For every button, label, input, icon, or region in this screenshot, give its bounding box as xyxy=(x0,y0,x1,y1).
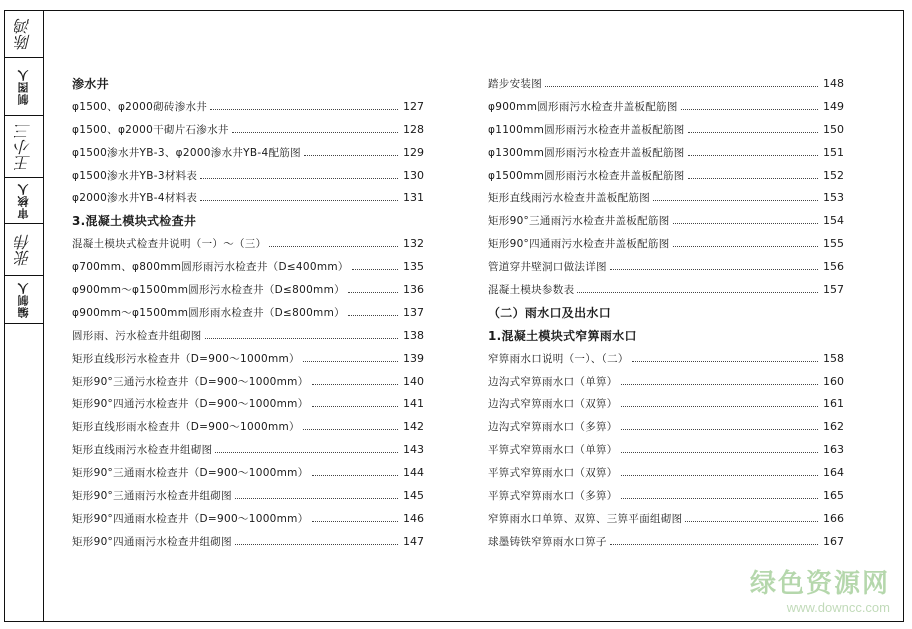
compiler-label: 编制人 xyxy=(16,281,30,318)
reviewer-label: 审核人 xyxy=(16,182,30,219)
toc-entry-title: φ1500、φ2000干砌片石渗水井 xyxy=(72,123,229,136)
dot-leader xyxy=(200,178,398,179)
dot-leader xyxy=(235,498,398,499)
toc-entry[interactable] xyxy=(488,484,844,507)
toc-entry-title: φ1300mm圆形雨污水检查井盖板配筋图 xyxy=(488,146,685,159)
toc-entry[interactable] xyxy=(488,186,844,209)
toc-page-number: 131 xyxy=(403,191,424,205)
dot-leader xyxy=(621,452,818,453)
toc-entry-title: 圆形雨、污水检查井组砌图 xyxy=(72,329,202,342)
toc-entry[interactable] xyxy=(488,278,844,301)
dot-leader xyxy=(200,200,398,201)
dot-leader xyxy=(348,292,398,293)
toc-entry[interactable] xyxy=(488,95,844,118)
toc-page-number: 130 xyxy=(403,168,424,182)
toc-entry-title: 1.混凝土模块式窄箅雨水口 xyxy=(488,328,637,343)
toc-page-number: 152 xyxy=(823,168,844,182)
handwritten-signature: 陈鸿 xyxy=(14,17,33,50)
toc-page-number: 161 xyxy=(823,397,844,411)
toc-entry-title: 矩形90°三通污水检查井（D=900～1000mm） xyxy=(72,375,309,388)
label-cell xyxy=(4,276,43,324)
dot-leader xyxy=(312,384,398,385)
toc-page-number: 151 xyxy=(823,145,844,159)
toc-entry-title: 窄箅雨水口单箅、双箅、三箅平面组砌图 xyxy=(488,512,683,525)
dot-leader xyxy=(688,132,818,133)
toc-page-number: 156 xyxy=(823,260,844,274)
dot-leader xyxy=(621,384,818,385)
toc-entry[interactable] xyxy=(72,438,424,461)
watermark-title: 绿色资源网 xyxy=(749,569,890,599)
toc-entry-title: 平箅式窄箅雨水口（多箅） xyxy=(488,489,618,502)
toc-entry-title: 矩形90°四通污水检查井（D=900～1000mm） xyxy=(72,398,309,411)
toc-entry-title: 窄箅雨水口说明（一）、（二） xyxy=(488,352,629,365)
toc-entry[interactable] xyxy=(488,164,844,187)
signature-cell xyxy=(4,116,43,178)
dot-leader xyxy=(621,429,818,430)
toc-entry[interactable] xyxy=(488,72,844,95)
toc-page-number: 132 xyxy=(403,237,424,251)
toc-entry-title: φ900mm～φ1500mm圆形雨水检查井（D≤800mm） xyxy=(72,306,345,319)
toc-entry-title: 矩形90°四通雨水检查井（D=900～1000mm） xyxy=(72,512,309,525)
toc-entry-title: φ1500渗水井YB-3、φ2000渗水井YB-4配筋图 xyxy=(72,146,301,159)
toc-page-number: 155 xyxy=(823,237,844,251)
toc-page-number: 157 xyxy=(823,282,844,296)
toc-page-number: 128 xyxy=(403,122,424,136)
toc-entry-title: 矩形90°四通雨污水检查井盖板配筋图 xyxy=(488,238,670,251)
toc-entry-title: 矩形直线雨污水检查井组砌图 xyxy=(72,444,213,457)
toc-page-number: 135 xyxy=(403,260,424,274)
toc-entry[interactable] xyxy=(72,255,424,278)
toc-entry-title: 3.混凝土模块式检查井 xyxy=(72,214,197,229)
dot-leader xyxy=(348,315,398,316)
toc-right-column xyxy=(488,72,844,553)
toc-entry-title: 矩形直线形污水检查井（D=900～1000mm） xyxy=(72,352,300,365)
toc-page-number: 160 xyxy=(823,374,844,388)
toc-entry-title: φ1100mm圆形雨污水检查井盖板配筋图 xyxy=(488,123,685,136)
toc-page-number: 167 xyxy=(823,534,844,548)
toc-page-number: 158 xyxy=(823,351,844,365)
toc-entry[interactable] xyxy=(72,278,424,301)
toc-entry-title: 矩形90°三通雨水检查井（D=900～1000mm） xyxy=(72,467,309,480)
toc-entry-title: 矩形90°四通雨污水检查井组砌图 xyxy=(72,535,232,548)
toc-page-number: 166 xyxy=(823,511,844,525)
toc-page-number: 139 xyxy=(403,351,424,365)
toc-entry[interactable] xyxy=(72,530,424,553)
dot-leader xyxy=(577,292,818,293)
toc-entry-title: 球墨铸铁窄箅雨水口箅子 xyxy=(488,535,607,548)
toc-entry[interactable] xyxy=(72,324,424,347)
dot-leader xyxy=(688,178,818,179)
dot-leader xyxy=(610,544,818,545)
toc-page-number: 145 xyxy=(403,488,424,502)
toc-entry[interactable] xyxy=(72,370,424,393)
toc-page-number: 138 xyxy=(403,328,424,342)
dot-leader xyxy=(610,269,818,270)
toc-page-number: 153 xyxy=(823,191,844,205)
watermark xyxy=(750,563,890,615)
signature-cell xyxy=(4,224,43,276)
drafter-label: 制图人 xyxy=(16,68,30,105)
toc-entry-title: 平箅式窄箅雨水口（双箅） xyxy=(488,467,618,480)
handwritten-signature: 张伟 xyxy=(14,233,33,266)
dot-leader xyxy=(621,475,818,476)
toc-entry[interactable] xyxy=(488,209,844,232)
toc-page-number: 150 xyxy=(823,122,844,136)
toc-entry-title: φ2000渗水井YB-4材料表 xyxy=(72,192,198,205)
toc-page-number: 136 xyxy=(403,282,424,296)
dot-leader xyxy=(232,132,398,133)
toc-entry[interactable] xyxy=(488,530,844,553)
toc-page-number: 137 xyxy=(403,305,424,319)
toc-entry-title: φ1500mm圆形雨污水检查井盖板配筋图 xyxy=(488,169,685,182)
toc-entry[interactable] xyxy=(488,118,844,141)
toc-entry-title: φ900mm圆形雨污水检查井盖板配筋图 xyxy=(488,100,678,113)
dot-leader xyxy=(210,109,398,110)
toc-entry-title: φ1500渗水井YB-3材料表 xyxy=(72,169,198,182)
toc-entry-title: 混凝土模块式检查井说明（一）～（三） xyxy=(72,238,267,251)
toc-page-number: 142 xyxy=(403,420,424,434)
dot-leader xyxy=(312,521,398,522)
toc-entry-title: 矩形90°三通雨污水检查井盖板配筋图 xyxy=(488,215,670,228)
dot-leader xyxy=(303,429,398,430)
toc-entry[interactable] xyxy=(488,507,844,530)
toc-entry-title: 边沟式窄箅雨水口（单箅） xyxy=(488,375,618,388)
dot-leader xyxy=(235,544,398,545)
toc-entry[interactable] xyxy=(488,141,844,164)
dot-leader xyxy=(312,406,398,407)
toc-entry-title: 边沟式窄箅雨水口（双箅） xyxy=(488,398,618,411)
toc-page-number: 144 xyxy=(403,466,424,480)
toc-entry-title: 管道穿井壁洞口做法详图 xyxy=(488,261,607,274)
toc-page-number: 141 xyxy=(403,397,424,411)
signature-sidebar xyxy=(4,10,44,622)
toc-page-number: 149 xyxy=(823,99,844,113)
toc-entry-title: 边沟式窄箅雨水口（多箅） xyxy=(488,421,618,434)
toc-entry[interactable] xyxy=(488,232,844,255)
dot-leader xyxy=(205,338,398,339)
toc-entry-title: 平箅式窄箅雨水口（单箅） xyxy=(488,444,618,457)
dot-leader xyxy=(303,361,398,362)
toc-page-number: 154 xyxy=(823,214,844,228)
toc-entry[interactable] xyxy=(72,484,424,507)
toc-page-number: 165 xyxy=(823,488,844,502)
label-cell xyxy=(4,58,43,116)
toc-page-number: 148 xyxy=(823,76,844,90)
toc-entry-title: φ700mm、φ800mm圆形雨污水检查井（D≤400mm） xyxy=(72,261,349,274)
dot-leader xyxy=(215,452,398,453)
toc-entry[interactable] xyxy=(72,461,424,484)
signature-cell xyxy=(4,10,43,58)
toc-page-number: 140 xyxy=(403,374,424,388)
toc-entry-title: 矩形直线形雨水检查井（D=900～1000mm） xyxy=(72,421,300,434)
toc-entry[interactable] xyxy=(72,392,424,415)
toc-section-heading xyxy=(72,209,424,232)
dot-leader xyxy=(545,86,818,87)
dot-leader xyxy=(304,155,398,156)
dot-leader xyxy=(269,246,398,247)
dot-leader xyxy=(312,475,398,476)
dot-leader xyxy=(685,521,818,522)
toc-page-number: 143 xyxy=(403,443,424,457)
toc-page-number: 163 xyxy=(823,443,844,457)
toc-entry-title: 混凝土模块参数表 xyxy=(488,283,575,296)
dot-leader xyxy=(621,498,818,499)
toc-page-number: 129 xyxy=(403,145,424,159)
toc-entry[interactable] xyxy=(488,370,844,393)
toc-page-number: 147 xyxy=(403,534,424,548)
toc-page-number: 164 xyxy=(823,466,844,480)
toc-entry[interactable] xyxy=(488,255,844,278)
toc-entry-title: 矩形直线雨污水检查井盖板配筋图 xyxy=(488,192,650,205)
toc-entry[interactable] xyxy=(72,141,424,164)
toc-entry-title: φ900mm～φ1500mm圆形污水检查井（D≤800mm） xyxy=(72,283,345,296)
toc-entry[interactable] xyxy=(488,461,844,484)
dot-leader xyxy=(352,269,398,270)
watermark-url: www.downcc.com xyxy=(786,600,890,615)
toc-section-heading xyxy=(488,301,844,324)
handwritten-signature: 王小三 xyxy=(14,122,33,171)
toc-entry-title: （二）雨水口及出水口 xyxy=(488,305,612,320)
toc-entry[interactable] xyxy=(488,415,844,438)
toc-entry[interactable] xyxy=(72,95,424,118)
toc-page-number: 162 xyxy=(823,420,844,434)
toc-section-heading xyxy=(72,72,424,95)
dot-leader xyxy=(632,361,818,362)
dot-leader xyxy=(653,200,818,201)
toc-entry[interactable] xyxy=(72,232,424,255)
toc-entry[interactable] xyxy=(72,347,424,370)
toc-entry[interactable] xyxy=(488,438,844,461)
dot-leader xyxy=(688,155,818,156)
toc-entry[interactable] xyxy=(72,118,424,141)
dot-leader xyxy=(681,109,818,110)
toc-entry[interactable] xyxy=(72,507,424,530)
toc-entry[interactable] xyxy=(72,415,424,438)
toc-entry[interactable] xyxy=(488,347,844,370)
toc-section-heading xyxy=(488,324,844,347)
toc-entry[interactable] xyxy=(72,186,424,209)
toc-entry-title: 矩形90°三通雨污水检查井组砌图 xyxy=(72,489,232,502)
toc-entry-title: 踏步安装图 xyxy=(488,77,542,90)
dot-leader xyxy=(673,246,818,247)
toc-left-column xyxy=(72,72,424,553)
toc-entry[interactable] xyxy=(72,301,424,324)
toc-page-number: 127 xyxy=(403,99,424,113)
toc-entry[interactable] xyxy=(72,164,424,187)
label-cell xyxy=(4,178,43,224)
toc-page-number: 146 xyxy=(403,511,424,525)
toc-entry[interactable] xyxy=(488,392,844,415)
toc-entry-title: φ1500、φ2000砌砖渗水井 xyxy=(72,100,208,113)
toc-entry-title: 渗水井 xyxy=(72,76,109,91)
dot-leader xyxy=(621,406,818,407)
dot-leader xyxy=(673,223,818,224)
